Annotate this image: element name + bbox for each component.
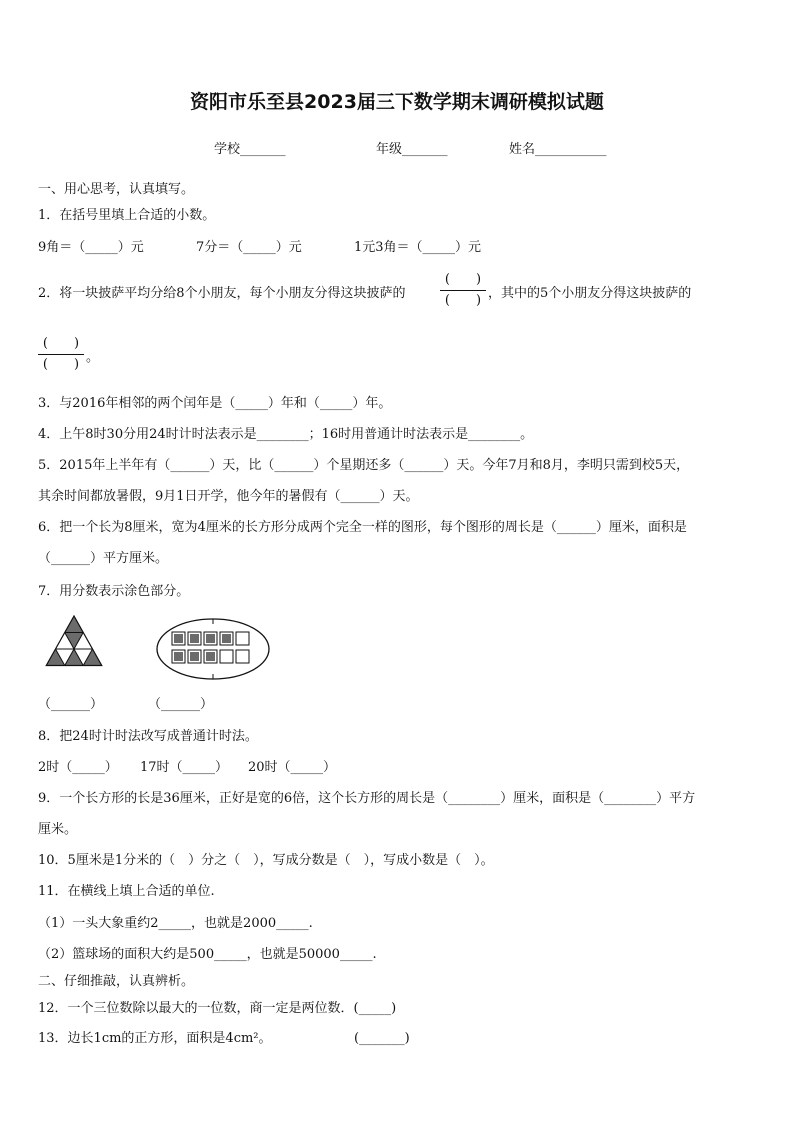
square-empty bbox=[236, 650, 249, 663]
ellipse-squares-figure bbox=[154, 616, 272, 686]
q8-item-c: 20时（_____） bbox=[248, 760, 337, 775]
question-12: 12．一个三位数除以最大的一位数，商一定是两位数．(_____) bbox=[38, 1001, 397, 1016]
question-5-line2: 其余时间都放暑假，9月1日开学，他今年的暑假有（______）天。 bbox=[38, 489, 419, 504]
square-grid bbox=[172, 632, 249, 663]
square-empty bbox=[236, 632, 249, 645]
shaded-triangle-figure bbox=[40, 614, 108, 682]
q8-item-a: 2时（_____） bbox=[38, 760, 118, 775]
question-2-part1: 2．将一块披萨平均分给8个小朋友，每个小朋友分得这块披萨的 bbox=[38, 286, 406, 301]
question-6-line1: 6．把一个长为8厘米，宽为4厘米的长方形分成两个完全一样的图形，每个图形的周长是（______）厘米，面积是 bbox=[38, 520, 687, 535]
ellipse-outline bbox=[157, 619, 269, 679]
fraction-denominator: ( ) bbox=[444, 293, 482, 308]
question-8: 8．把24时计时法改写成普通计时法。 bbox=[38, 729, 258, 744]
question-13: 13．边长1cm的正方形，面积是4cm²。 bbox=[38, 1031, 272, 1046]
question-9-line1: 9．一个长方形的长是36厘米，正好是宽的6倍，这个长方形的周长是（________）厘米，面积是（________）平方 bbox=[38, 791, 696, 806]
name-field: 姓名___________ bbox=[509, 142, 607, 157]
q2-period: 。 bbox=[86, 350, 100, 365]
page-title: 资阳市乐至县2023届三下数学期末调研模拟试题 bbox=[190, 91, 604, 113]
grade-field: 年级_______ bbox=[376, 142, 448, 157]
question-1: 1．在括号里填上合适的小数。 bbox=[38, 208, 216, 223]
q2-fraction-1 bbox=[440, 272, 486, 309]
q7-blank-2: （______） bbox=[148, 697, 214, 712]
square-fill bbox=[190, 634, 199, 643]
fraction-numerator: ( ) bbox=[42, 336, 80, 351]
question-10: 10．5厘米是1分米的（ ）分之（ ），写成分数是（ ），写成小数是（ ）。 bbox=[38, 853, 494, 868]
question-7: 7．用分数表示涂色部分。 bbox=[38, 584, 190, 599]
q2-fraction-2 bbox=[38, 336, 84, 373]
fraction-numerator: ( ) bbox=[444, 272, 482, 287]
square-fill bbox=[174, 652, 183, 661]
question-6-line2: （______）平方厘米。 bbox=[38, 551, 169, 566]
school-field: 学校_______ bbox=[214, 142, 286, 157]
q1-item-b: 7分＝（_____）元 bbox=[196, 240, 302, 255]
q1-item-a: 9角＝（_____）元 bbox=[38, 240, 144, 255]
section-heading-1: 一、用心思考，认真填写。 bbox=[38, 182, 195, 197]
fraction-bar bbox=[440, 290, 486, 291]
question-4: 4．上午8时30分用24时计时法表示是________；16时用普通计时法表示是________。 bbox=[38, 427, 534, 442]
q7-blank-1: （______） bbox=[38, 697, 104, 712]
question-11: 11．在横线上填上合适的单位. bbox=[38, 884, 215, 899]
square-fill bbox=[206, 652, 215, 661]
q13-blank: (_______) bbox=[354, 1031, 410, 1046]
square-fill bbox=[190, 652, 199, 661]
q1-item-c: 1元3角＝（_____）元 bbox=[354, 240, 482, 255]
fraction-bar bbox=[38, 354, 84, 355]
square-empty bbox=[220, 650, 233, 663]
q11-item-1: （1）一头大象重约2_____，也就是2000_____. bbox=[38, 916, 313, 931]
question-5-line1: 5．2015年上半年有（______）天，比（______）个星期还多（______）天。今年7月和8月，李明只需到校5天， bbox=[38, 458, 690, 473]
question-2-part2: ，其中的5个小朋友分得这块披萨的 bbox=[488, 286, 692, 301]
section-heading-2: 二、仔细推敲，认真辨析。 bbox=[38, 974, 195, 989]
question-3: 3．与2016年相邻的两个闰年是（_____）年和（_____）年。 bbox=[38, 396, 392, 411]
square-fill bbox=[206, 634, 215, 643]
question-9-line2: 厘米。 bbox=[38, 822, 78, 837]
square-fill bbox=[174, 634, 183, 643]
square-fill bbox=[222, 634, 231, 643]
q8-item-b: 17时（_____） bbox=[140, 760, 229, 775]
fraction-denominator: ( ) bbox=[42, 357, 80, 372]
triangle-piece-shaded bbox=[65, 616, 84, 633]
q11-item-2: （2）篮球场的面积大约是500_____，也就是50000_____. bbox=[38, 947, 377, 962]
